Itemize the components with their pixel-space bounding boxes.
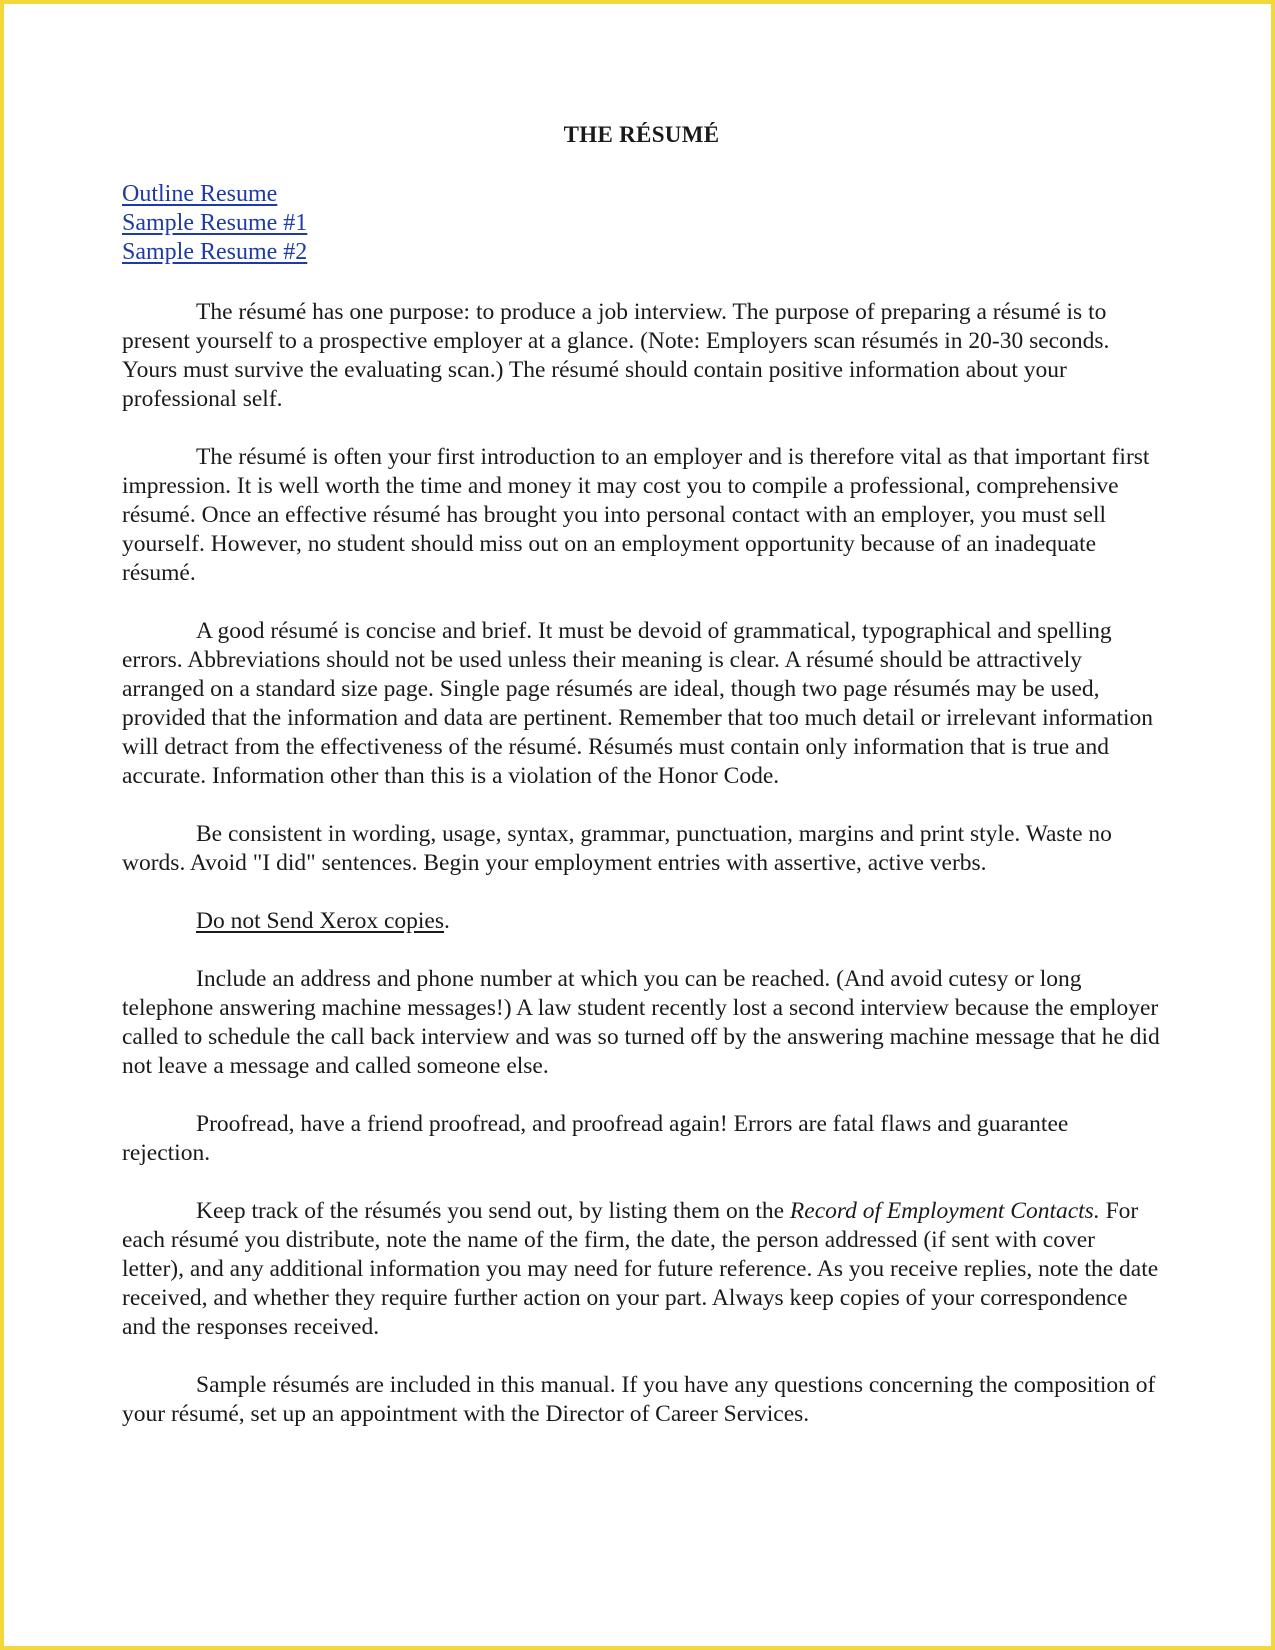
document-body (122, 298, 1162, 1458)
keep-track-after: For each résumé you distribute, note the name of the firm, the date, the person addressed (if sent with cover letter), and any additional information you may need for future reference. As you receive replies, note the date received, and whether they require further action on your part. Always keep copies of your correspondence and the responses received. (122, 1198, 1159, 1340)
paragraph-proofread: Proofread, have a friend proofread, and proofread again! Errors are fatal flaws and guarantee rejection. (122, 1111, 1069, 1166)
paragraph-good-resume: A good résumé is concise and brief. It must be devoid of grammatical, typographical and spelling errors. Abbreviations should not be used unless their meaning is clear. A résumé should be attractively arranged on a standard size page. Single page résumés are ideal, though two page résumés may be used, provided that the information and data are pertinent. Remember that too much detail or irrelevant information will detract from the effectiveness of the résumé. Résumés must contain only information that is true and accurate. Information other than this is a violation of the Honor Code. (122, 618, 1154, 789)
no-xerox-period: . (444, 908, 450, 934)
paragraph-samples: Sample résumés are included in this manual. If you have any questions concerning the composition of your résumé, set up an appointment with the Director of Career Services. (122, 1372, 1156, 1427)
paragraph-keep-track (122, 1197, 1162, 1342)
no-xerox-text: Do not Send Xerox copies (196, 908, 445, 934)
link-sample-resume-1[interactable]: Sample Resume #1 (122, 210, 308, 236)
paragraph-no-xerox (122, 907, 1162, 936)
link-outline-resume[interactable]: Outline Resume (122, 181, 278, 207)
resume-links (122, 180, 307, 267)
paragraph-consistency: Be consistent in wording, usage, syntax, grammar, punctuation, margins and print style. Waste no words. Avoid "I did" sentences. Begin your employment entries with assertive, active verbs. (122, 821, 1112, 876)
paragraph-address-phone: Include an address and phone number at which you can be reached. (And avoid cutesy or long telephone answering machine messages!) A law student recently lost a second interview because the employer called to schedule the call back interview and was so turned off by the answering machine message that he did not leave a message and called someone else. (122, 966, 1160, 1079)
paragraph-purpose: The résumé has one purpose: to produce a job interview. The purpose of preparing a résumé is to present yourself to a prospective employer at a glance. (Note: Employers scan résumés in 20-30 seconds. Yours must survive the evaluating scan.) The résumé should contain positive information about your professional self. (122, 299, 1110, 412)
paragraph-first-impression: The résumé is often your first introduction to an employer and is therefore vital as that important first impression. It is well worth the time and money it may cost you to compile a professional, comprehensive résumé. Once an effective résumé has brought you into personal contact with an employer, you must sell yourself. However, no student should miss out on an employment opportunity because of an inadequate résumé. (122, 444, 1150, 586)
link-sample-resume-2[interactable]: Sample Resume #2 (122, 239, 308, 265)
document-title: THE RÉSUMÉ (563, 122, 720, 147)
keep-track-before: Keep track of the résumés you send out, by listing them on the (196, 1198, 790, 1224)
record-of-employment-contacts: Record of Employment Contacts. (789, 1198, 1100, 1224)
